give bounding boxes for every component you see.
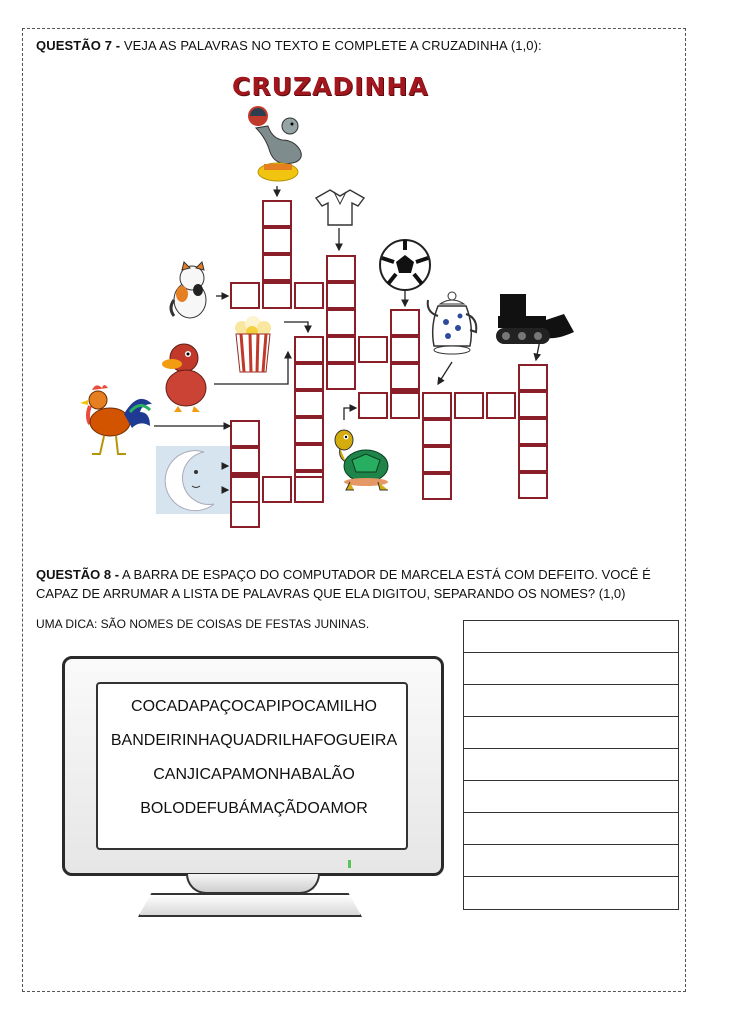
answer-line[interactable]: [464, 813, 678, 845]
answer-line[interactable]: [464, 845, 678, 877]
screen-line: CANJICAPAMONHABALÃO: [153, 766, 355, 783]
answer-line[interactable]: [464, 621, 678, 653]
screen-line: BOLODEFUBÁMAÇÃDOAMOR: [140, 800, 368, 817]
screen-line: BANDEIRINHAQUADRILHAFOGUEIRA: [110, 732, 398, 749]
monitor-stand-neck: [186, 874, 320, 894]
question-7-number: QUESTÃO 7 -: [36, 38, 121, 53]
answer-line[interactable]: [464, 717, 678, 749]
monitor-stand-base: [138, 893, 362, 917]
monitor-screen: [96, 682, 408, 850]
answer-line[interactable]: [464, 685, 678, 717]
question-7-text: VEJA AS PALAVRAS NO TEXTO E COMPLETE A CRUZADINHA (1,0):: [123, 38, 542, 53]
answer-box: [463, 620, 679, 910]
question-8-number: QUESTÃO 8 -: [36, 567, 120, 582]
screen-line: COCADAPAÇOCAPIPOCAMILHO: [131, 698, 377, 715]
power-led: [348, 860, 351, 868]
answer-line[interactable]: [464, 653, 678, 685]
answer-line[interactable]: [464, 877, 678, 909]
answer-line[interactable]: [464, 781, 678, 813]
crossword-title: CRUZADINHA: [232, 72, 429, 101]
question-8-text: A BARRA DE ESPAÇO DO COMPUTADOR DE MARCELA ESTÁ COM DEFEITO. VOCÊ É CAPAZ DE ARRUMAR A LISTA DE PALAVRAS QUE ELA DIGITOU, SEPARANDO OS NOMES? (1,0): [36, 567, 651, 601]
question-8-hint: UMA DICA: SÃO NOMES DE COISAS DE FESTAS JUNINAS.: [36, 617, 370, 631]
answer-line[interactable]: [464, 749, 678, 781]
question-8: [36, 565, 672, 603]
